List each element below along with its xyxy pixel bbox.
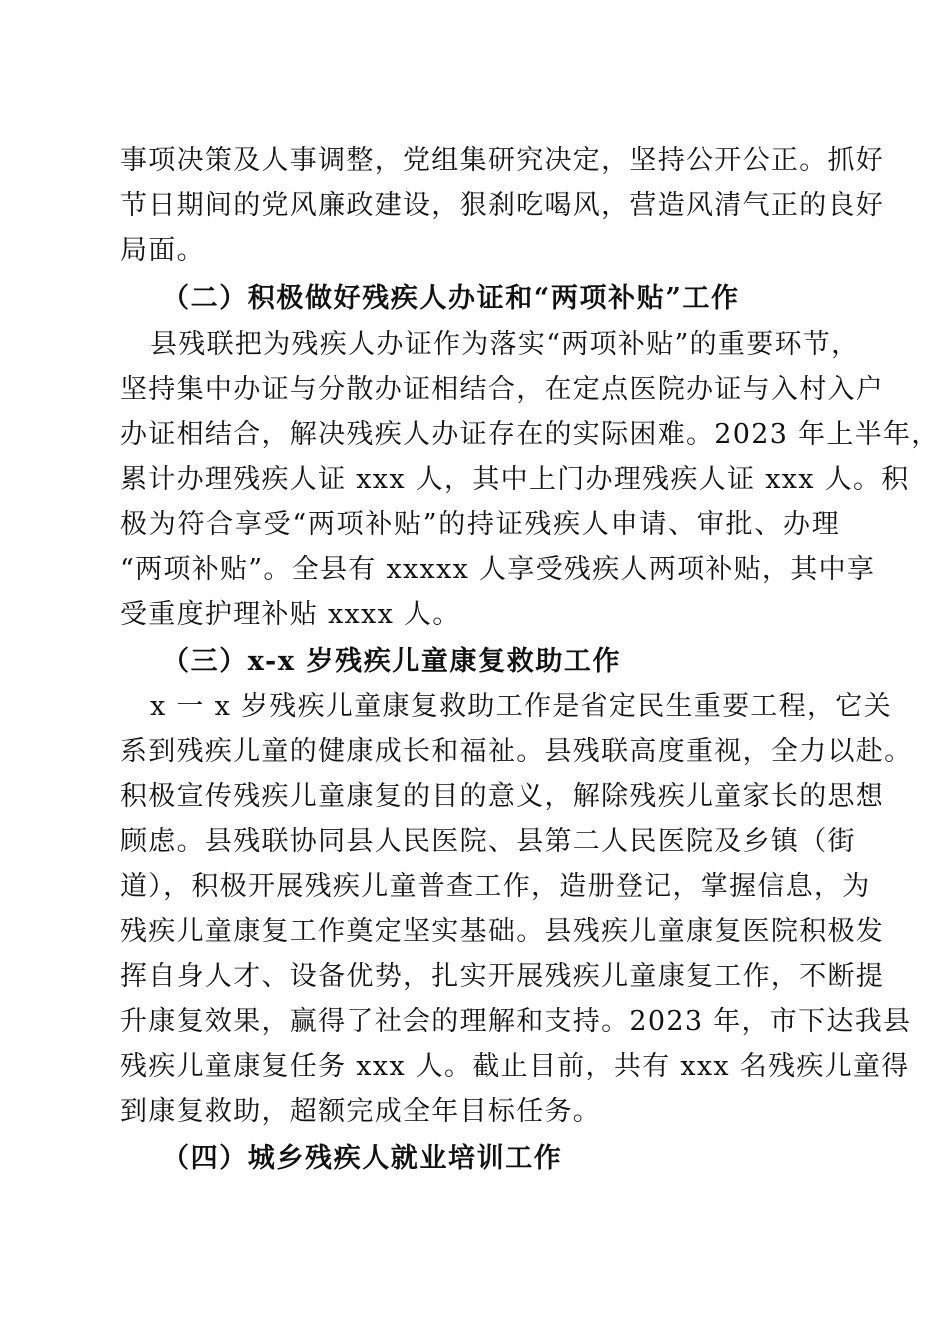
paragraph-line: 到康复救助，超额完成全年目标任务。 [120, 1096, 602, 1127]
section-heading-2: （二）积极做好残疾人办证和“两项补贴”工作 [162, 283, 740, 314]
section-heading-4: （四）城乡残疾人就业培训工作 [162, 1143, 563, 1174]
section-heading-3: （三）x-x 岁残疾儿童康复救助工作 [162, 646, 622, 677]
paragraph-line: 残疾儿童康复任务 xxx 人。截止目前，共有 xxx 名残疾儿童得 [120, 1051, 910, 1082]
paragraph-line: 升康复效果，赢得了社会的理解和支持。2023 年，市下达我县 [120, 1006, 912, 1037]
paragraph-line: 残疾儿童康复工作奠定坚实基础。县残疾儿童康复医院积极发 [120, 916, 885, 947]
paragraph-line: “两项补贴”。全县有 xxxxx 人享受残疾人两项补贴，其中享 [120, 554, 876, 585]
paragraph-line: x 一 x 岁残疾儿童康复救助工作是省定民生重要工程，它关 [150, 691, 892, 722]
paragraph-line: 受重度护理补贴 xxxx 人。 [120, 599, 461, 630]
paragraph-line: 系到残疾儿童的健康成长和福祉。县残联高度重视，全力以赴。 [120, 736, 913, 767]
paragraph-line: 挥自身人才、设备优势，扎实开展残疾儿童康复工作，不断提 [120, 961, 885, 992]
paragraph-line: 极为符合享受“两项补贴”的持证残疾人申请、审批、办理 [120, 509, 840, 540]
paragraph-line: 累计办理残疾人证 xxx 人，其中上门办理残疾人证 xxx 人。积 [120, 464, 910, 495]
paragraph-line: 积极宣传残疾儿童康复的目的意义，解除残疾儿童家长的思想 [120, 781, 885, 812]
paragraph-line: 顾虑。县残联协同县人民医院、县第二人民医院及乡镇（街 [120, 826, 856, 857]
paragraph-line: 事项决策及人事调整，党组集研究决定，坚持公开公正。抓好 [120, 145, 885, 176]
paragraph-line: 办证相结合，解决残疾人办证存在的实际困难。2023 年上半年， [120, 419, 940, 450]
paragraph-line: 坚持集中办证与分散办证相结合，在定点医院办证与入村入户 [120, 374, 885, 405]
paragraph-line: 县残联把为残疾人办证作为落实“两项补贴”的重要环节， [150, 329, 860, 360]
paragraph-line: 节日期间的党风廉政建设，狠刹吃喝风，营造风清气正的良好 [120, 190, 885, 221]
paragraph-line: 道），积极开展残疾儿童普查工作，造册登记，掌握信息，为 [120, 871, 871, 902]
paragraph-line: 局面。 [120, 235, 205, 266]
